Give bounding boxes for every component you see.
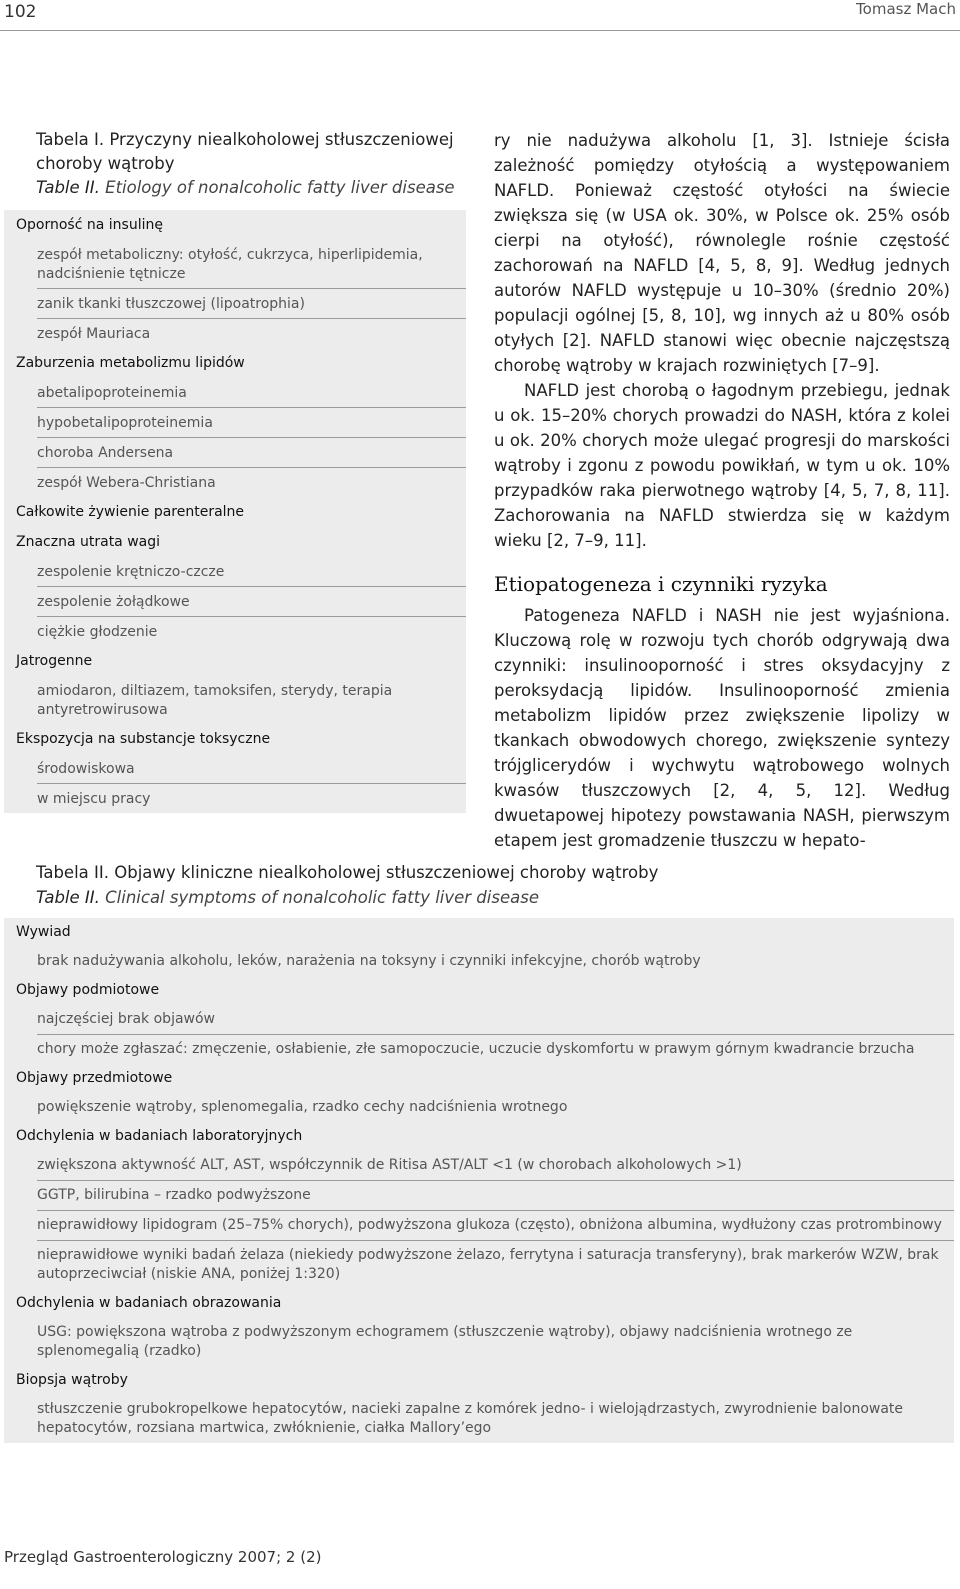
table2-category: Objawy przedmiotowe [16, 1070, 173, 1086]
table1-row: zespolenie krętniczo-czcze [37, 557, 466, 587]
section-heading: Etiopatogeneza i czynniki ryzyka [494, 572, 828, 596]
journal-footer: Przegląd Gastroenterologiczny 2007; 2 (2) [4, 1548, 322, 1566]
table1-category: Jatrogenne [16, 653, 93, 669]
table2-row: nieprawidłowy lipidogram (25–75% chorych), podwyższona glukoza (często), obniżona albumina, wydłużony czas protrombinowy [37, 1211, 954, 1241]
table1-row: w miejscu pracy [37, 791, 151, 807]
table2-category: Odchylenia w badaniach obrazowania [16, 1295, 282, 1311]
table1-category: Zaburzenia metabolizmu lipidów [16, 355, 245, 371]
table1-row: ciężkie głodzenie [37, 624, 158, 640]
table2-category: Biopsja wątroby [16, 1372, 128, 1388]
table2-category: Objawy podmiotowe [16, 982, 160, 998]
table2-row: brak nadużywania alkoholu, leków, narażenia na toksyny i czynniki infekcyjne, chorób wątroby [37, 953, 701, 969]
table1-row: zespół Webera-Christiana [37, 475, 216, 491]
table-2-label-pl: Tabela II. [36, 863, 110, 882]
table1-category: Całkowite żywienie parenteralne [16, 504, 245, 520]
page-number: 102 [4, 2, 37, 22]
table-2-body [4, 918, 954, 1443]
table-2-title-pl: Objawy kliniczne niealkoholowej stłuszczeniowej choroby wątroby [114, 863, 659, 882]
table1-row: zespolenie żołądkowe [37, 587, 466, 617]
paragraph-2: NAFLD jest chorobą o łagodnym przebiegu, jednak u ok. 15–20% chorych prowadzi do NASH, która z kolei u ok. 20% chorych może ulegać progresji do marskości wątroby i zgonu z powodu powikłań, w tym u ok. 10% przypadków raka pierwotnego wątroby [4, 5, 7, 8, 11]. Zachorowania na NAFLD stwierdza się w każdym wieku [2, 7–9, 11]. [494, 381, 950, 550]
table2-row: najczęściej brak objawów [37, 1005, 954, 1035]
article-text-column [494, 128, 950, 853]
table1-row: zespół Mauriaca [37, 326, 151, 342]
table2-row: stłuszczenie grubokropelkowe hepatocytów, nacieki zapalne z komórek jedno- i wielojądrzastych, zwyrodnienie balonowate hepatocytów, rozsiana martwica, zwłóknienie, ciałka Mallory’ego [37, 1401, 904, 1436]
table2-category: Wywiad [16, 924, 71, 940]
paragraph-1: ry nie nadużywa alkoholu [1, 3]. Istnieje ścisła zależność pomiędzy otyłością a występowaniem NAFLD. Ponieważ częstość otyłości na świecie zwiększa się (w USA ok. 30%, w Polsce ok. 25% osób cierpi na otyłość), równolegle rośnie częstość zachorowań na NAFLD [4, 5, 8, 9]. Według jednych autorów NAFLD występuje u 10–30% (średnio 20%) populacji ogólnej [5, 8, 10], wg innych aż u 80% osób otyłych [2]. NAFLD stanowi więc obecnie najczęstszą chorobę wątroby w krajach rozwiniętych [7–9]. [494, 131, 950, 375]
table1-row: amiodaron, diltiazem, tamoksifen, sterydy, terapia antyretrowirusowa [37, 683, 393, 718]
table-2-label-en: Table II. [36, 888, 100, 907]
table-2 [4, 860, 954, 1443]
table2-row: chory może zgłaszać: zmęczenie, osłabienie, złe samopoczucie, uczucie dyskomfortu w prawym górnym kwadrancie brzucha [37, 1041, 915, 1057]
table1-row: abetalipoproteinemia [37, 378, 466, 408]
table1-category: Ekspozycja na substancje toksyczne [16, 731, 271, 747]
table2-row: zwiększona aktywność ALT, AST, współczynnik de Ritisa AST/ALT <1 (w chorobach alkoholowych >1) [37, 1151, 954, 1181]
table1-row: zanik tkanki tłuszczowej (lipoatrophia) [37, 289, 466, 319]
paragraph-3: Patogeneza NAFLD i NASH nie jest wyjaśniona. Kluczową rolę w rozwoju tych chorób odgrywają dwa czynniki: insulinooporność i stres oksydacyjny z peroksydacją lipidów. Insulinooporność zmienia metabolizm lipidów przez zwiększenie lipolizy w tkankach obwodowych chorego, zwiększenie syntezy trójglicerydów i wychwytu wątrobowego wolnych kwasów tłuszczowych [2, 4, 5, 12]. Według dwuetapowej hipotezy powstawania NASH, pierwszym etapem jest gromadzenie tłuszczu w hepato- [494, 606, 950, 850]
table-1-label-pl: Tabela I. [36, 130, 105, 149]
table1-row: choroba Andersena [37, 438, 466, 468]
table-1-caption [4, 128, 466, 200]
table1-row: środowiskowa [37, 754, 466, 784]
table-2-caption [4, 860, 954, 910]
table-1-title-pl: Przyczyny niealkoholowej stłuszczeniowej choroby wątroby [36, 130, 454, 173]
table1-category: Oporność na insulinę [16, 217, 163, 233]
table2-row: powiększenie wątroby, splenomegalia, rzadko cechy nadciśnienia wrotnego [37, 1099, 568, 1115]
table-1-label-en: Table II. [36, 178, 100, 197]
table-1-title-en: Etiology of nonalcoholic fatty liver disease [105, 178, 455, 197]
table-1-body [4, 210, 466, 813]
table2-row: USG: powiększona wątroba z podwyższonym echogramem (stłuszczenie wątroby), objawy nadciśnienia wrotnego ze splenomegalią (rzadko) [37, 1324, 853, 1359]
table2-row: GGTP, bilirubina – rzadko podwyższone [37, 1181, 954, 1211]
table1-row: zespół metaboliczny: otyłość, cukrzyca, hiperlipidemia, nadciśnienie tętnicze [37, 240, 466, 289]
table1-category: Znaczna utrata wagi [16, 534, 161, 550]
table2-category: Odchylenia w badaniach laboratoryjnych [16, 1128, 303, 1144]
running-header [0, 0, 960, 31]
table-1 [4, 128, 466, 813]
table1-row: hypobetalipoproteinemia [37, 408, 466, 438]
table2-row: nieprawidłowe wyniki badań żelaza (niekiedy podwyższone żelazo, ferrytyna i saturacja transferyny), brak markerów WZW, brak autoprzeciwciał (niskie ANA, poniżej 1:320) [37, 1247, 939, 1282]
running-author: Tomasz Mach [856, 0, 956, 18]
table-2-title-en: Clinical symptoms of nonalcoholic fatty liver disease [105, 888, 539, 907]
